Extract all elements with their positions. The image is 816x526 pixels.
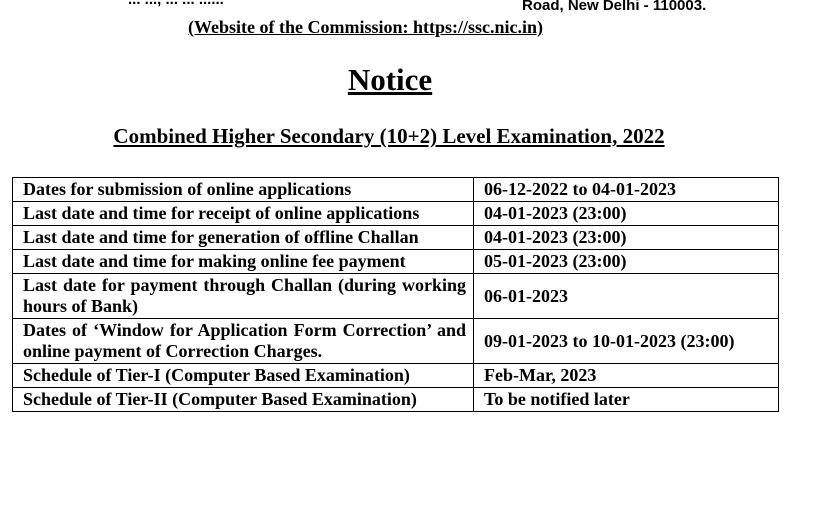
schedule-item: Schedule of Tier-I (Computer Based Examination) (13, 364, 474, 388)
address-partial: Road, New Delhi - 110003. (522, 0, 707, 14)
schedule-table (12, 177, 779, 412)
schedule-date: 04-01-2023 (23:00) (474, 226, 779, 250)
table-row (13, 364, 779, 388)
notice-heading: Notice (347, 62, 433, 97)
table-row (13, 202, 779, 226)
table-row (13, 178, 779, 202)
schedule-item: Last date and time for making online fee payment (13, 250, 474, 274)
table-row (13, 226, 779, 250)
schedule-item: Schedule of Tier-II (Computer Based Examination) (13, 388, 474, 412)
table-row (13, 274, 779, 319)
schedule-item: Last date for payment through Challan (during working hours of Bank) (13, 274, 474, 319)
schedule-date: 09-01-2023 to 10-01-2023 (23:00) (474, 319, 779, 364)
header-partial-text (128, 0, 224, 8)
schedule-date: To be notified later (474, 388, 779, 412)
schedule-item: Dates of ‘Window for Application Form Correction’ and online payment of Correction Charges. (13, 319, 474, 364)
exam-title: Combined Higher Secondary (10+2) Level Examination, 2022 (113, 124, 665, 148)
table-row (13, 250, 779, 274)
table-row (13, 388, 779, 412)
schedule-date: 05-01-2023 (23:00) (474, 250, 779, 274)
schedule-date: 06-12-2022 to 04-01-2023 (474, 178, 779, 202)
table-row (13, 319, 779, 364)
schedule-date: 06-01-2023 (474, 274, 779, 319)
schedule-item: Dates for submission of online applications (13, 178, 474, 202)
website-line: (Website of the Commission: https://ssc.nic.in) (188, 17, 543, 37)
schedule-item: Last date and time for generation of offline Challan (13, 226, 474, 250)
schedule-date: 04-01-2023 (23:00) (474, 202, 779, 226)
schedule-date: Feb-Mar, 2023 (474, 364, 779, 388)
schedule-item: Last date and time for receipt of online applications (13, 202, 474, 226)
